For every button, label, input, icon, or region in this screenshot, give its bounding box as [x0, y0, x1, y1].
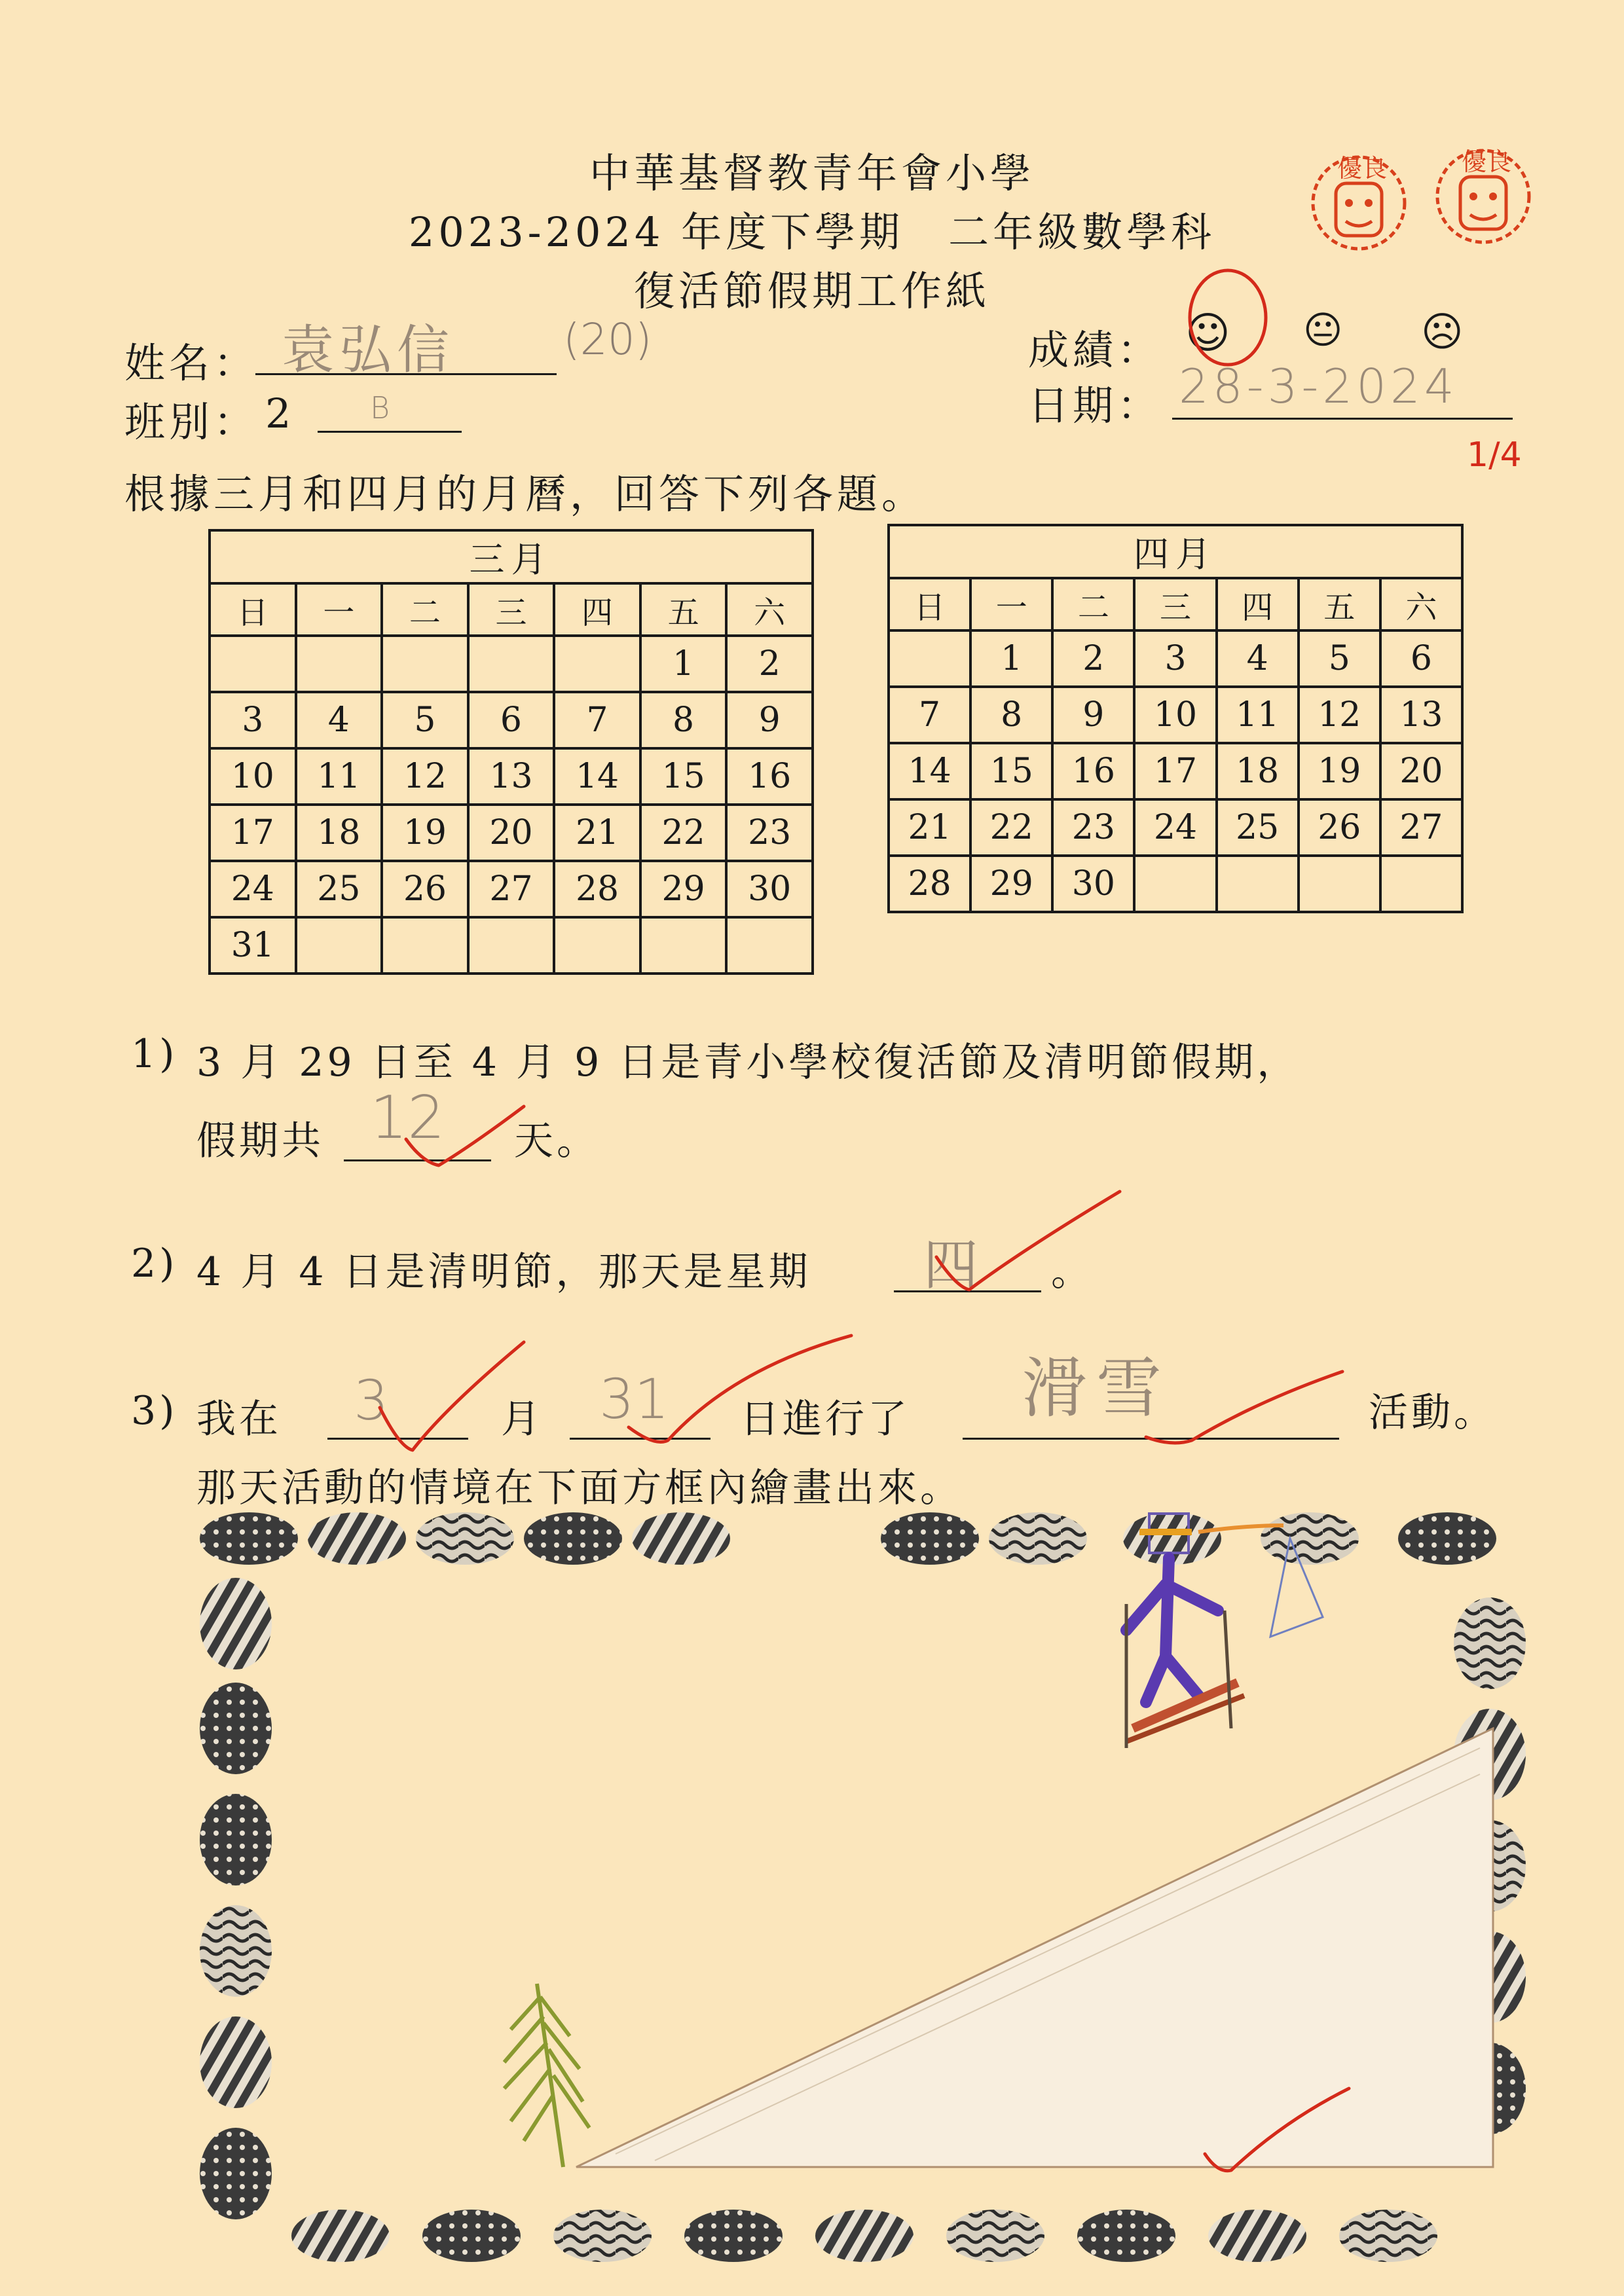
day-cell: 24 [1134, 799, 1216, 856]
day-cell [554, 917, 640, 974]
day-cell: 14 [889, 743, 970, 799]
weekday: 五 [1299, 578, 1380, 630]
day-cell: 28 [554, 861, 640, 917]
day-cell: 26 [382, 861, 468, 917]
day-cell: 13 [1380, 687, 1462, 743]
weekday: 三 [468, 583, 555, 636]
day-cell: 19 [382, 805, 468, 861]
class-grade: 2 [265, 390, 295, 437]
day-cell: 5 [382, 692, 468, 748]
drawing-box [196, 1512, 1532, 2265]
weekday: 一 [970, 578, 1052, 630]
day-cell: 3 [210, 692, 296, 748]
q1-prefix: 假期共 [196, 1118, 324, 1164]
q3-month-answer: 3 [354, 1368, 389, 1432]
stamp-1 [1313, 154, 1405, 249]
grade-label: 成績： [1028, 326, 1162, 374]
term-subject: 2023-2024 年度下學期 二年級數學科 [408, 208, 1216, 256]
day-cell: 9 [726, 692, 813, 748]
day-cell: 28 [889, 856, 970, 912]
day-cell: 12 [1299, 687, 1380, 743]
day-cell: 29 [970, 856, 1052, 912]
q3-part4: 活動。 [1369, 1390, 1496, 1436]
day-cell [210, 636, 296, 692]
q2-text: 4 月 4 日是清明節，那天是星期 [196, 1249, 811, 1295]
day-cell: 15 [970, 743, 1052, 799]
q3-activity-answer: 滑雪 [1022, 1350, 1171, 1427]
day-cell [1299, 856, 1380, 912]
day-cell: 30 [1052, 856, 1134, 912]
day-cell [640, 917, 727, 974]
q1-check-mark [393, 1100, 537, 1172]
date-value: 28-3-2024 [1179, 359, 1458, 414]
weekday: 二 [382, 583, 468, 636]
face-neutral[interactable]: 😐 [1303, 308, 1343, 352]
q1-suffix: 天。 [514, 1118, 599, 1164]
date-label: 日期： [1028, 382, 1162, 429]
day-cell [889, 630, 970, 687]
weekday: 二 [1052, 578, 1134, 630]
q2-check-mark [930, 1178, 1126, 1296]
student-number: (20) [563, 314, 652, 365]
class-value: B [370, 390, 390, 426]
weekday: 日 [210, 583, 296, 636]
worksheet-title: 復活節假期工作紙 [633, 267, 990, 315]
day-cell [468, 917, 555, 974]
day-cell [554, 636, 640, 692]
day-cell: 10 [1134, 687, 1216, 743]
day-cell: 16 [726, 748, 813, 805]
q2-number: 2) [131, 1241, 178, 1286]
pine-tree [504, 1984, 589, 2167]
q3-day-answer: 31 [599, 1367, 669, 1431]
day-cell: 19 [1299, 743, 1380, 799]
day-cell: 20 [468, 805, 555, 861]
q2-suffix: 。 [1051, 1249, 1094, 1295]
day-cell: 18 [296, 805, 382, 861]
day-cell: 21 [889, 799, 970, 856]
q1-answer: 12 [370, 1084, 445, 1152]
day-cell [296, 636, 382, 692]
day-cell: 1 [970, 630, 1052, 687]
day-cell: 6 [468, 692, 555, 748]
stamp-1-text: 優良 [1337, 154, 1388, 183]
day-cell: 27 [468, 861, 555, 917]
calendar-april [887, 524, 1464, 913]
calendar-march [208, 529, 814, 975]
day-cell [726, 917, 813, 974]
day-cell: 17 [1134, 743, 1216, 799]
day-cell: 27 [1380, 799, 1462, 856]
day-cell [382, 636, 468, 692]
stamp-2 [1437, 147, 1529, 242]
day-cell: 11 [1217, 687, 1299, 743]
day-cell: 13 [468, 748, 555, 805]
day-cell [296, 917, 382, 974]
day-cell: 23 [1052, 799, 1134, 856]
class-field[interactable] [318, 390, 462, 433]
weekday: 五 [640, 583, 727, 636]
day-cell: 9 [1052, 687, 1134, 743]
day-cell: 8 [970, 687, 1052, 743]
day-cell: 2 [1052, 630, 1134, 687]
day-cell: 16 [1052, 743, 1134, 799]
checked-date: 1/4 [1467, 435, 1522, 475]
day-cell: 29 [640, 861, 727, 917]
weekday: 六 [1380, 578, 1462, 630]
name-label: 姓名： [124, 339, 259, 387]
school-name: 中華基督教青年會小學 [589, 149, 1035, 197]
day-cell: 21 [554, 805, 640, 861]
day-cell [1134, 856, 1216, 912]
day-cell: 4 [1217, 630, 1299, 687]
q3-line2: 那天活動的情境在下面方框內繪畫出來。 [196, 1465, 963, 1511]
class-label: 班別： [124, 398, 259, 446]
q3-check-marks [367, 1329, 1349, 1460]
q3-part1: 我在 [196, 1396, 282, 1442]
day-cell: 5 [1299, 630, 1380, 687]
date-field[interactable] [1172, 359, 1513, 420]
day-cell: 12 [382, 748, 468, 805]
day-cell: 18 [1217, 743, 1299, 799]
q1-number: 1) [131, 1031, 178, 1077]
day-cell: 8 [640, 692, 727, 748]
day-cell: 22 [640, 805, 727, 861]
day-cell: 6 [1380, 630, 1462, 687]
day-cell: 25 [296, 861, 382, 917]
q3-part3: 日進行了 [740, 1396, 910, 1442]
calendar-month: 四月 [889, 525, 1462, 578]
day-cell: 26 [1299, 799, 1380, 856]
child-drawing [504, 1514, 1493, 2167]
day-cell: 17 [210, 805, 296, 861]
day-cell [1380, 856, 1462, 912]
q2-answer: 四 [923, 1233, 979, 1297]
instruction: 根據三月和四月的月曆，回答下列各題。 [124, 470, 927, 518]
weekday: 三 [1134, 578, 1216, 630]
stamp-2-text: 優良 [1462, 147, 1512, 176]
name-value: 袁弘信 [282, 319, 454, 380]
face-happy[interactable]: ☺ [1185, 308, 1230, 358]
day-cell: 25 [1217, 799, 1299, 856]
day-cell: 7 [889, 687, 970, 743]
q3-number: 3) [131, 1388, 178, 1434]
weekday: 一 [296, 583, 382, 636]
day-cell: 10 [210, 748, 296, 805]
day-cell [1217, 856, 1299, 912]
day-cell: 3 [1134, 630, 1216, 687]
day-cell: 2 [726, 636, 813, 692]
excellent-stamps [1283, 124, 1545, 275]
day-cell: 20 [1380, 743, 1462, 799]
day-cell: 1 [640, 636, 727, 692]
calendar-month: 三月 [210, 530, 813, 583]
day-cell: 7 [554, 692, 640, 748]
day-cell: 15 [640, 748, 727, 805]
day-cell: 11 [296, 748, 382, 805]
day-cell [468, 636, 555, 692]
day-cell: 22 [970, 799, 1052, 856]
q1-line1: 3 月 29 日至 4 月 9 日是青小學校復活節及清明節假期， [196, 1040, 1300, 1085]
day-cell: 23 [726, 805, 813, 861]
q3-part2: 月 [501, 1396, 544, 1442]
day-cell: 4 [296, 692, 382, 748]
name-field[interactable] [255, 319, 557, 380]
weekday: 四 [1217, 578, 1299, 630]
face-sad[interactable]: ☹ [1421, 308, 1464, 355]
day-cell: 24 [210, 861, 296, 917]
day-cell: 30 [726, 861, 813, 917]
day-cell: 14 [554, 748, 640, 805]
day-cell: 31 [210, 917, 296, 974]
weekday: 六 [726, 583, 813, 636]
day-cell [382, 917, 468, 974]
weekday: 四 [554, 583, 640, 636]
weekday: 日 [889, 578, 970, 630]
